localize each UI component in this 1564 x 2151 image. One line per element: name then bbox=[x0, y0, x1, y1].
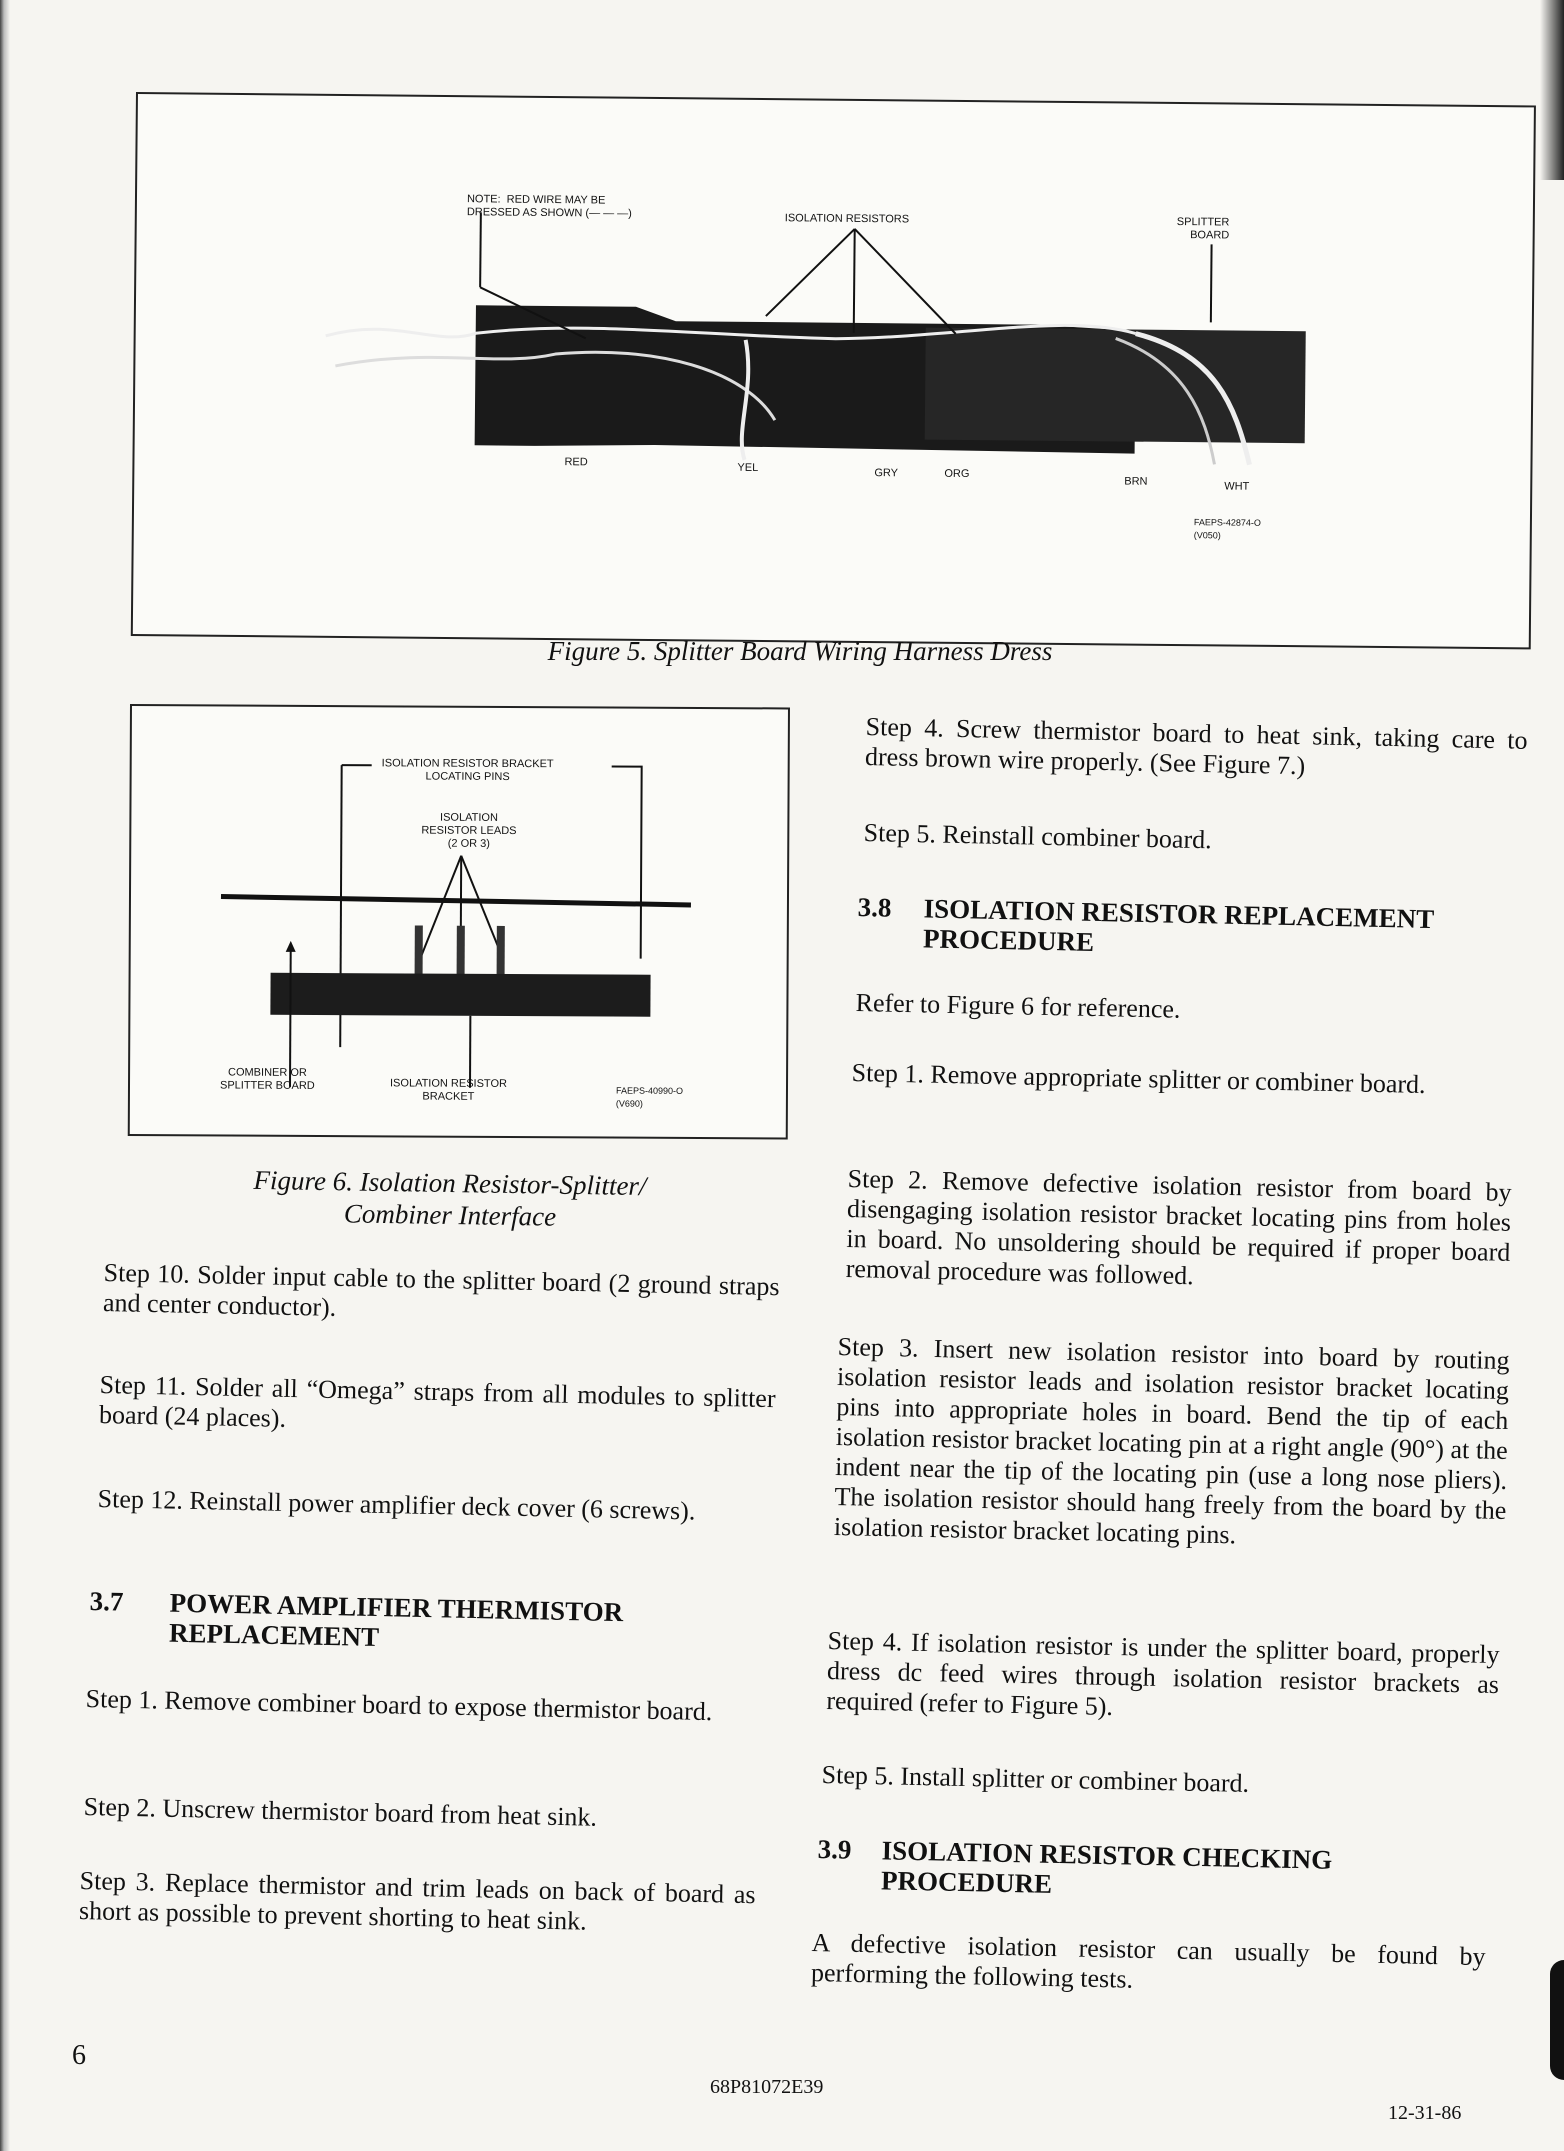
refer-figure6-text: Refer to Figure 6 for reference. bbox=[855, 988, 1181, 1024]
resistor-step1-text: Step 1. Remove appropriate splitter or combiner board. bbox=[851, 1058, 1426, 1100]
figure5-wire-wht: WHT bbox=[1224, 480, 1250, 493]
figure5-frame bbox=[131, 92, 1536, 649]
resistor-step2-text: Step 2. Remove defective isolation resistor from board by disengaging isolation resistor bracket locating pins from holes in board. No unsoldering should be required if proper board removal procedure was followed. bbox=[845, 1164, 1512, 1291]
section-3-7-title: POWER AMPLIFIER THERMISTOR REPLACEMENT bbox=[168, 1587, 624, 1653]
section-3-8-number: 3.8 bbox=[857, 892, 892, 923]
figure5-splitter-board-label: SPLITTER BOARD bbox=[1176, 215, 1230, 242]
page-tab-mark bbox=[1550, 1960, 1564, 2080]
figure6-caption-line2: Combiner Interface bbox=[343, 1198, 557, 1232]
page-number: 6 bbox=[72, 2040, 86, 2071]
section-3-7-heading bbox=[89, 1586, 730, 1669]
checking-intro-text: A defective isolation resistor can usually be found by performing the following tests. bbox=[810, 1928, 1486, 1994]
figure5-wire-brn: BRN bbox=[1124, 475, 1148, 488]
section-3-8-title: ISOLATION RESISTOR REPLACEMENT PROCEDURE bbox=[922, 893, 1435, 957]
resistor-step3-text: Step 3. Insert new isolation resistor into board by routing isolation resistor leads and isolation resistor bracket locating pins into appropriate holes in board. Bend the tip of each isolation resistor bracket locating pin at a right angle (90°) at the indent near the tip of the locating pin (use a long nose pliers). The isolation resistor should hang freely from the board by the isolation resistor bracket locating pins. bbox=[833, 1332, 1510, 1550]
thermistor-step3-text: Step 3. Replace thermistor and trim leads on back of board as short as possible to prevent shorting to heat sink. bbox=[78, 1866, 756, 1936]
figure6-bracket-pins-label: ISOLATION RESISTOR BRACKET LOCATING PINS bbox=[381, 757, 554, 783]
figure5-wire-org: ORG bbox=[944, 467, 970, 481]
figure5-note-label: NOTE: RED WIRE MAY BE DRESSED AS SHOWN (— — —) bbox=[466, 193, 632, 220]
figure5-wire-gry: GRY bbox=[874, 467, 899, 480]
resistor-step5-text: Step 5. Install splitter or combiner board. bbox=[821, 1760, 1250, 1798]
resistor-step4-text: Step 4. If isolation resistor is under the splitter board, properly dress dc feed wires through isolation resistor brackets as required (refer to Figure 5). bbox=[826, 1626, 1500, 1721]
step12-text: Step 12. Reinstall power amplifier deck cover (6 screws). bbox=[97, 1484, 696, 1526]
section-3-9-heading bbox=[817, 1834, 1478, 1918]
page-binding-shadow bbox=[0, 0, 10, 2151]
figure5-wire-yel: YEL bbox=[737, 461, 759, 474]
figure6-caption-line1: Figure 6. Isolation Resistor-Splitter/ bbox=[253, 1164, 647, 1202]
document-number: 68P81072E39 bbox=[710, 2076, 824, 2098]
figure5-code: FAEPS-42874-O (V050) bbox=[1193, 517, 1262, 541]
section-3-9-title: ISOLATION RESISTOR CHECKING PROCEDURE bbox=[880, 1835, 1333, 1899]
step11-text: Step 11. Solder all “Omega” straps from all modules to splitter board (24 places). bbox=[98, 1370, 776, 1433]
figure5-caption: Figure 5. Splitter Board Wiring Harness Dress bbox=[547, 636, 1053, 666]
section-3-7-number: 3.7 bbox=[89, 1586, 124, 1617]
figure5-isolation-resistors-label: ISOLATION RESISTORS bbox=[784, 212, 910, 226]
thermistor-step4-text: Step 4. Screw thermistor board to heat sink, taking care to dress brown wire properly. (See Figure 7.) bbox=[864, 712, 1528, 781]
thermistor-step5-text: Step 5. Reinstall combiner board. bbox=[863, 818, 1212, 855]
figure6-resistor-leads-label: ISOLATION RESISTOR LEADS (2 OR 3) bbox=[421, 811, 517, 850]
figure6-bracket-label: ISOLATION RESISTOR BRACKET bbox=[389, 1077, 508, 1103]
thermistor-step1-text: Step 1. Remove combiner board to expose thermistor board. bbox=[85, 1684, 713, 1727]
page-corner-shadow bbox=[1540, 0, 1564, 180]
figure5-illustration bbox=[133, 94, 1534, 647]
figure6-board-label: COMBINER OR SPLITTER BOARD bbox=[219, 1066, 315, 1092]
section-3-9-number: 3.9 bbox=[817, 1834, 852, 1865]
figure6-code: FAEPS-40990-O (V690) bbox=[615, 1085, 684, 1109]
figure5-wire-red: RED bbox=[564, 456, 588, 469]
figure6-frame bbox=[128, 704, 790, 1139]
section-3-8-heading bbox=[857, 892, 1518, 976]
document-date: 12-31-86 bbox=[1388, 2102, 1462, 2124]
thermistor-step2-text: Step 2. Unscrew thermistor board from heat sink. bbox=[83, 1792, 598, 1832]
step10-text: Step 10. Solder input cable to the splitter board (2 ground straps and center conductor). bbox=[102, 1258, 780, 1322]
